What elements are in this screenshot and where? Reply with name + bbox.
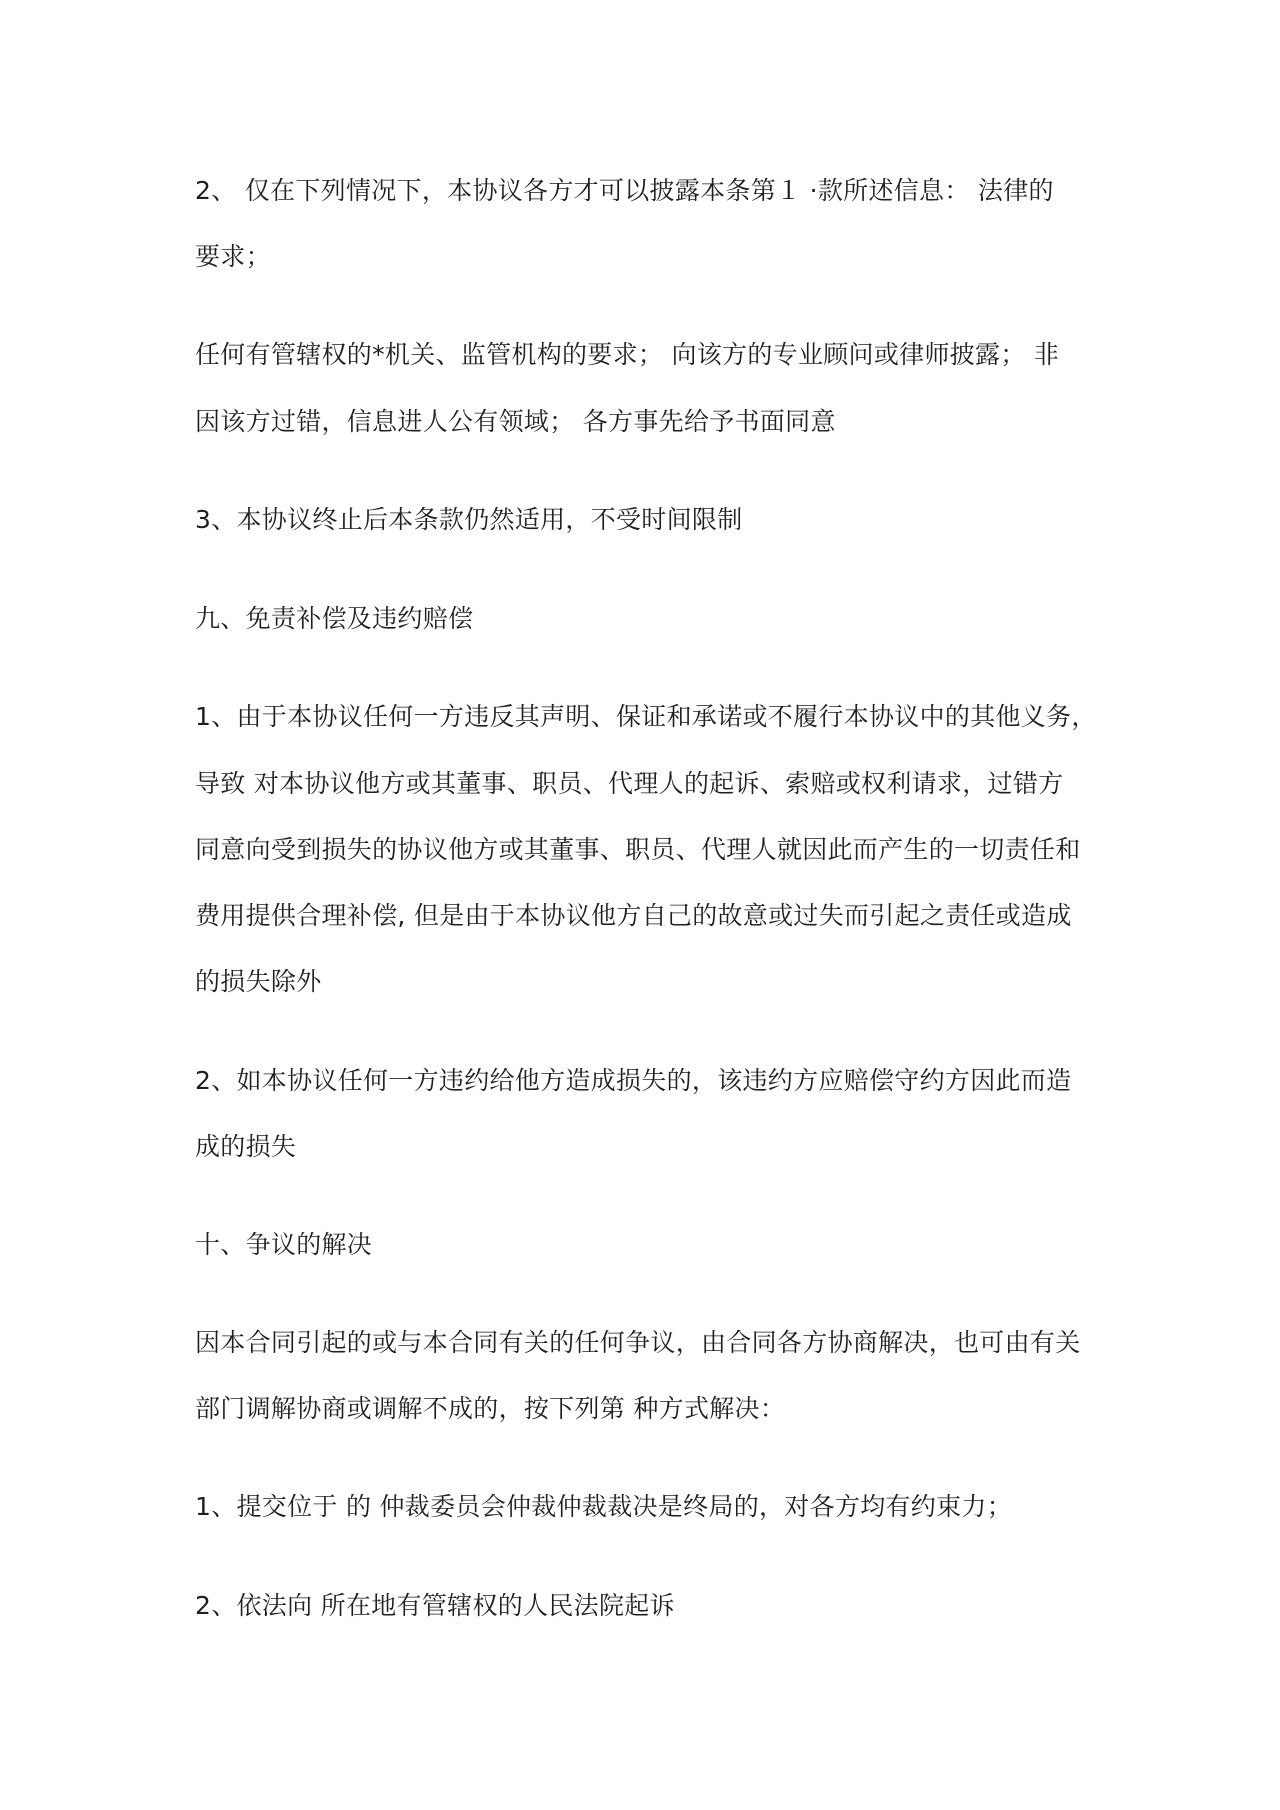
indemnity-clause-line-4: 费用提供合理补偿, 但是由于本协议他方自己的故意或过失而引起之责任或造成 bbox=[195, 901, 1072, 930]
indemnity-clause-line-1: 1、由于本协议任何一方违反其声明、保证和承诺或不履行本协议中的其他义务， bbox=[195, 702, 1097, 731]
disclosure-clause-line-1: 2、 仅在下列情况下，本协议各方才可以披露本条第１ ·款所述信息： 法律的 bbox=[195, 176, 1054, 205]
survival-clause: 3、本协议终止后本条款仍然适用，不受时间限制 bbox=[195, 505, 743, 534]
dispute-clause-line-1: 因本合同引起的或与本合同有关的任何争议，由合同各方协商解决，也可由有关 bbox=[195, 1328, 1081, 1357]
breach-clause-line-2: 成的损失 bbox=[195, 1132, 297, 1161]
indemnity-clause-line-3: 同意向受到损失的协议他方或其董事、职员、代理人就因此而产生的一切责任和 bbox=[195, 835, 1081, 864]
litigation-option: 2、依法向 所在地有管辖权的人民法院起诉 bbox=[195, 1591, 675, 1620]
dispute-clause-line-2: 部门调解协商或调解不成的，按下列第 种方式解决： bbox=[195, 1394, 786, 1423]
disclosure-clause-line-2: 要求； bbox=[195, 242, 271, 271]
disclosure-cases-line-1: 任何有管辖权的*机关、监管机构的要求； 向该方的专业顾问或律师披露； 非 bbox=[195, 340, 1060, 369]
indemnity-clause-line-2: 导致 对本协议他方或其董事、职员、代理人的起诉、索赔或权利请求，过错方 bbox=[195, 769, 1064, 798]
section-heading-disputes: 十、争议的解决 bbox=[195, 1230, 373, 1259]
indemnity-clause-line-5: 的损失除外 bbox=[195, 967, 322, 996]
breach-clause-line-1: 2、如本协议任何一方违约给他方造成损失的，该违约方应赔偿守约方因此而造 bbox=[195, 1066, 1072, 1095]
arbitration-option: 1、提交位于 的 仲裁委员会仲裁仲裁裁决是终局的，对各方均有约束力； bbox=[195, 1492, 1013, 1521]
section-heading-indemnity: 九、免责补偿及违约赔偿 bbox=[195, 604, 474, 633]
disclosure-cases-line-2: 因该方过错，信息进人公有领域； 各方事先给予书面同意 bbox=[195, 407, 836, 436]
